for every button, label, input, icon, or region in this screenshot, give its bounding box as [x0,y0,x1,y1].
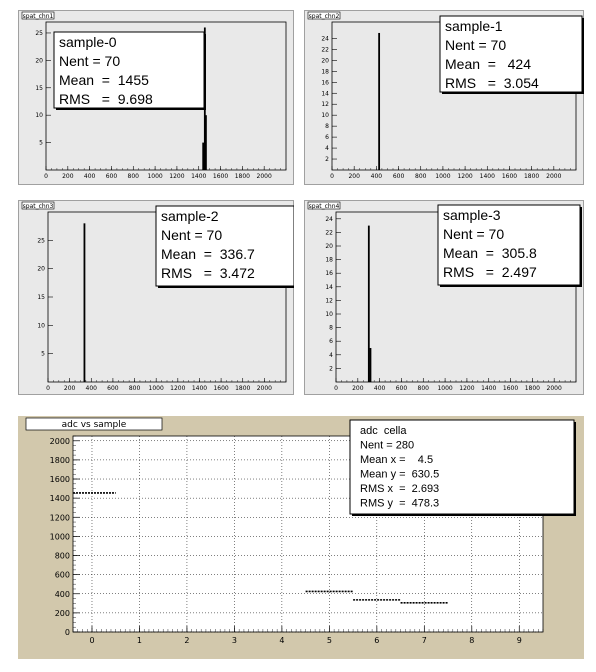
x-tick-label: 400 [373,385,386,392]
histogram-pad-sample-0 [18,10,294,185]
y-tick-label: 1800 [49,455,70,465]
y-tick-label: 6 [329,338,333,346]
x-tick-label: 600 [392,173,405,180]
y-tick-label: 8 [329,324,333,332]
x-tick-label: 9 [516,636,522,645]
x-tick-label: 1000 [435,173,451,180]
x-tick-label: 1600 [501,173,518,180]
x-tick-label: 1200 [457,173,473,180]
x-tick-label: 600 [395,385,408,392]
y-tick-label: 10 [321,112,329,120]
x-tick-label: 6 [374,636,380,645]
x-tick-label: 0 [334,385,338,392]
y-tick-label: 200 [54,608,70,618]
stats-rms: RMS = 2.497 [443,264,537,280]
x-tick-label: 2 [184,636,190,645]
x-tick-label: 2000 [546,173,562,180]
x-tick-label: 2000 [546,385,562,392]
y-tick-label: 14 [321,90,329,98]
y-tick-label: 16 [325,270,333,278]
x-tick-label: 200 [62,173,74,180]
x-tick-label: 1800 [523,173,540,180]
y-tick-label: 2 [325,156,329,164]
x-tick-label: 600 [105,173,118,180]
y-tick-label: 22 [321,46,329,54]
x-tick-label: 400 [83,173,96,180]
y-tick-label: 20 [321,57,329,65]
histogram-bar [378,33,380,170]
y-tick-label: 22 [325,229,333,237]
x-tick-label: 1400 [191,385,208,392]
histogram-sample-3 [304,200,584,395]
histogram-title: spat_chn3 [22,202,54,210]
histogram-bar [205,115,207,170]
x-tick-label: 1600 [502,385,519,392]
y-tick-label: 5 [41,350,45,358]
x-tick-label: 1200 [169,173,185,180]
y-tick-label: 2000 [49,436,70,446]
histogram-pad-sample-2 [18,200,294,395]
x-tick-label: 1000 [437,385,453,392]
stats-rms-y: RMS y = 478.3 [360,497,440,510]
y-tick-label: 25 [37,237,45,245]
histogram-pad-sample-3 [304,200,584,395]
y-tick-label: 1600 [49,475,70,485]
y-tick-label: 5 [39,139,43,147]
x-tick-label: 1600 [213,385,229,392]
scatter-pad-adc-vs-sample [18,416,584,659]
stats-entries: Nent = 70 [161,227,223,243]
x-tick-label: 1400 [191,173,207,180]
x-tick-label: 1 [136,636,143,645]
y-tick-label: 12 [321,101,329,109]
x-tick-label: 1800 [235,385,251,392]
x-tick-label: 0 [89,636,95,645]
y-tick-label: 1000 [49,532,70,542]
y-tick-label: 15 [37,294,45,301]
x-tick-label: 1000 [148,385,164,392]
stats-name: sample-0 [59,34,117,50]
stats-rms: RMS = 9.698 [59,91,153,107]
y-tick-label: 24 [325,215,333,223]
x-tick-label: 200 [63,385,76,392]
stats-mean: Mean = 336.7 [161,246,255,262]
y-tick-label: 10 [37,322,45,330]
histogram-sample-1 [304,10,584,185]
y-tick-label: 25 [35,29,43,37]
x-tick-label: 7 [421,636,427,645]
histogram-title: spat_chn4 [308,202,340,210]
x-tick-label: 1400 [481,385,497,392]
y-tick-label: 10 [325,311,333,318]
stats-mean-y: Mean y = 630.5 [360,468,440,481]
x-tick-label: 800 [128,385,141,392]
x-tick-label: 5 [326,636,332,645]
y-tick-label: 1400 [49,494,70,504]
y-tick-label: 800 [54,551,70,561]
histogram-bar [368,226,370,382]
x-tick-label: 1800 [524,385,541,392]
stats-name: sample-3 [443,207,501,223]
x-tick-label: 8 [469,636,475,645]
stats-mean: Mean = 305.8 [443,245,537,261]
x-tick-label: 3 [231,636,237,645]
x-tick-label: 400 [85,385,97,392]
y-tick-label: 14 [325,283,333,291]
scatter-adc-vs-sample [18,416,584,659]
x-tick-label: 800 [417,385,429,392]
y-tick-label: 8 [325,123,329,131]
y-tick-label: 6 [325,134,329,142]
x-tick-label: 200 [352,385,364,392]
y-tick-label: 4 [325,145,329,153]
y-tick-label: 4 [329,351,333,359]
stats-rms-x: RMS x = 2.693 [360,483,440,495]
x-tick-label: 1200 [170,385,186,392]
x-tick-label: 1600 [212,173,229,180]
histogram-sample-2 [18,200,294,395]
y-tick-label: 18 [321,68,329,76]
x-tick-label: 1400 [479,173,495,180]
y-tick-label: 20 [37,265,45,273]
y-tick-label: 600 [54,570,70,580]
stats-entries: Nent = 70 [443,226,505,242]
x-tick-label: 0 [330,173,334,180]
y-tick-label: 12 [325,297,333,305]
x-tick-label: 1200 [459,385,475,392]
x-tick-label: 0 [44,173,48,180]
x-tick-label: 200 [348,173,360,180]
histogram-bar [370,348,372,382]
stats-name: adc cella [360,425,407,437]
x-tick-label: 4 [279,636,285,645]
histogram-sample-0 [18,10,294,185]
stats-mean: Mean = 424 [445,56,532,72]
y-tick-label: 18 [325,256,333,264]
stats-entries: Nent = 280 [360,439,415,452]
x-tick-label: 800 [415,173,427,180]
x-tick-label: 0 [46,385,50,392]
histogram-bar [84,223,86,382]
x-tick-label: 800 [127,173,139,180]
y-tick-label: 20 [325,243,333,250]
stats-entries: Nent = 70 [445,37,507,53]
y-tick-label: 20 [35,57,43,65]
histogram-bar [202,143,204,170]
x-tick-label: 1800 [234,173,251,180]
stats-mean: Mean = 1455 [59,72,149,88]
histogram-pad-sample-1 [304,10,584,185]
y-tick-label: 1200 [49,513,70,523]
y-tick-label: 2 [329,365,333,373]
x-tick-label: 400 [370,173,383,180]
y-tick-label: 16 [321,79,329,87]
stats-rms: RMS = 3.054 [445,75,539,91]
y-tick-label: 24 [321,35,329,43]
histogram-title: spat_chn1 [22,12,54,20]
y-tick-label: 0 [64,628,70,637]
stats-name: sample-2 [161,208,219,224]
y-tick-label: 400 [54,589,70,599]
stats-rms: RMS = 3.472 [161,265,255,281]
histogram-title: spat_chn2 [308,12,340,20]
scatter-title: adc vs sample [61,420,127,430]
x-tick-label: 600 [107,385,119,392]
y-tick-label: 15 [35,84,43,92]
stats-name: sample-1 [445,18,503,34]
x-tick-label: 2000 [256,173,272,180]
x-tick-label: 1000 [147,173,163,180]
y-tick-label: 10 [35,112,43,120]
stats-mean-x: Mean x = 4.5 [360,454,434,466]
stats-entries: Nent = 70 [59,53,121,69]
x-tick-label: 2000 [256,385,273,392]
